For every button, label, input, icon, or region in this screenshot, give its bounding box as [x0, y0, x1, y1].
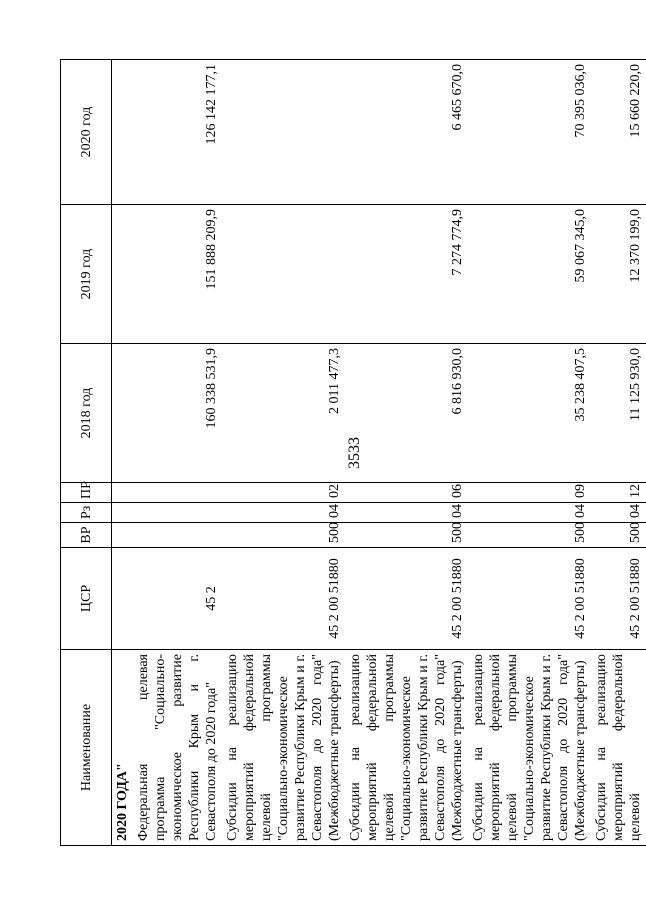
section-title-row [112, 60, 134, 846]
header-csr: ЦСР [61, 548, 112, 650]
row-csr: 45 2 00 51880 [468, 548, 591, 650]
budget-table-container [60, 60, 643, 846]
section-title: 2020 ГОДА" [112, 650, 134, 846]
row-vr: 500 [468, 523, 591, 548]
row-pr: 02 [222, 483, 345, 503]
row-name: Федеральная целевая программа "Социально-экономическое развитие Республики Крым и г. Севастополя до 2020 года" [133, 650, 222, 846]
row-csr: 45 2 00 51880 [222, 548, 345, 650]
row-value-2018: 11 125 930,0 [591, 344, 646, 483]
row-value-2018: 2 011 477,3 [222, 344, 345, 483]
row-value-2020: 15 660 220,0 [591, 60, 646, 205]
header-2018: 2018 год [61, 344, 112, 483]
row-name: Субсидии на реализацию мероприятий федеральной целевой программы "Социально-экономическое развитие Республики Крым и г. Севастополя до 2020 года" (Межбюджетные трансферты) [222, 650, 345, 846]
row-name: Субсидии на реализацию мероприятий федеральной целевой программы "Социально-экономическое развитие Республики Крым и г. Севастополя до 2020 года" (Межбюджетные трансферты) [468, 650, 591, 846]
header-name: Наименование [61, 650, 112, 846]
budget-table [60, 59, 646, 846]
row-value-2020: 70 395 036,0 [468, 60, 591, 205]
page-number: 3533 [346, 437, 363, 469]
table-row [222, 60, 345, 846]
table-row [133, 60, 222, 846]
row-pr: 06 [345, 483, 468, 503]
row-pr [133, 483, 222, 503]
row-csr: 45 2 00 51880 [591, 548, 646, 650]
row-value-2018: 35 238 407,5 [468, 344, 591, 483]
row-name: Субсидии на реализацию мероприятий федеральной целевой программы "Социально-экономическое развитие Республики Крым и г. Севастополя до 2020 года" (Межбюджетные трансферты) [345, 650, 468, 846]
row-vr: 500 [222, 523, 345, 548]
header-2019: 2019 год [61, 205, 112, 344]
header-vr: ВР [61, 523, 112, 548]
row-rz: 04 [345, 503, 468, 523]
row-pr: 09 [468, 483, 591, 503]
row-value-2020 [222, 60, 345, 205]
row-value-2019: 59 067 345,0 [468, 205, 591, 344]
row-pr: 12 [591, 483, 646, 503]
row-rz [133, 503, 222, 523]
row-vr: 500 [591, 523, 646, 548]
table-row [591, 60, 646, 846]
row-rz: 04 [468, 503, 591, 523]
row-vr: 500 [345, 523, 468, 548]
row-name: Субсидии на реализацию мероприятий федеральной целевой [591, 650, 646, 846]
row-value-2019: 12 370 199,0 [591, 205, 646, 344]
header-pr: ПР [61, 483, 112, 503]
table-header-row [61, 60, 112, 846]
header-2020: 2020 год [61, 60, 112, 205]
table-row [345, 60, 468, 846]
row-rz: 04 [222, 503, 345, 523]
row-value-2020: 126 142 177,1 [133, 60, 222, 205]
row-rz: 04 [591, 503, 646, 523]
row-value-2018: 6 816 930,0 [345, 344, 468, 483]
row-csr: 45 2 [133, 548, 222, 650]
header-rz: Рз [61, 503, 112, 523]
row-value-2018: 160 338 531,9 [133, 344, 222, 483]
row-value-2019: 7 274 774,9 [345, 205, 468, 344]
row-value-2019: 151 888 209,9 [133, 205, 222, 344]
row-value-2019 [222, 205, 345, 344]
row-vr [133, 523, 222, 548]
row-value-2020: 6 465 670,0 [345, 60, 468, 205]
row-csr: 45 2 00 51880 [345, 548, 468, 650]
table-row [468, 60, 591, 846]
